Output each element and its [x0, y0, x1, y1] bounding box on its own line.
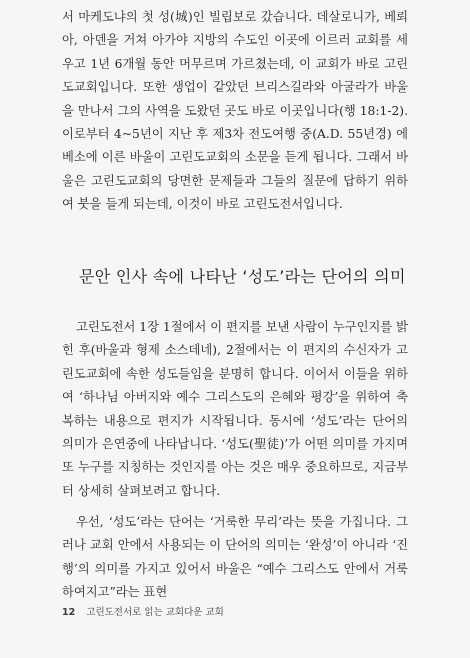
running-title: 고린도전서로 읽는 교회다운 교회 — [86, 607, 224, 618]
body-paragraph-3: 우선, ‘성도’라는 단어는 ‘거룩한 무리’라는 뜻을 가집니다. 그러나 교회 안에서 사용되는 이 단어의 의미는 ‘완성’이 아니라 ‘진행’의 의미를 가지고 있어서 바울은 “예수 그리스도 안에서 거룩하여지고”라는 표현 — [62, 515, 408, 600]
body-paragraph-1: 서 마케도냐의 첫 성(城)인 빌립보로 갔습니다. 데살로니가, 베뢰아, 아덴을 거쳐 아가야 지방의 수도인 이곳에 이르러 교회를 세우고 1년 6개월 동안 머무르며 가르쳤는데, 이 교회가 바로 고린도교회입니다. 또한 생업이 같았던 브리스길라와 아굴라가 바울을 만나서 그의 사역을 도왔던 곳도 바로 이곳입니다(행 18:1-2). 이로부터 4~5년이 지난 후 제3차 전도여행 중(A.D. 55년경) 에베소에 이른 바울이 고린도교회의 소문을 듣게 됩니다. 그래서 바울은 고린도교회의 당면한 문제들과 그들의 질문에 답하기 위하여 붓을 들게 되는데, 이것이 바로 고린도전서입니다. — [62, 10, 408, 212]
body-paragraph-2: 고린도전서 1장 1절에서 이 편지를 보낸 사람이 누구인지를 밝힌 후(바울과 형제 소스데네), 2절에서는 이 편지의 수신자가 고린도교회에 속한 성도들임을 분명히 합니다. 이어서 이들을 위하여 ‘하나님 아버지와 예수 그리스도의 은혜와 평강’을 위하여 축복하는 내용으로 편지가 시작됩니다. 동시에 ‘성도’라는 단어의 의미가 은연중에 나타납니다. ‘성도(聖徒)’가 어떤 의미를 가지며 또 누구를 지칭하는 것인지를 아는 것은 매우 중요하므로, 지금부터 상세히 살펴보려고 합니다. — [62, 320, 409, 498]
page-footer — [62, 604, 224, 618]
page-number: 12 — [62, 607, 76, 618]
section-heading: 문안 인사 속에 나타난 ‘성도’라는 단어의 의미 — [79, 267, 406, 286]
